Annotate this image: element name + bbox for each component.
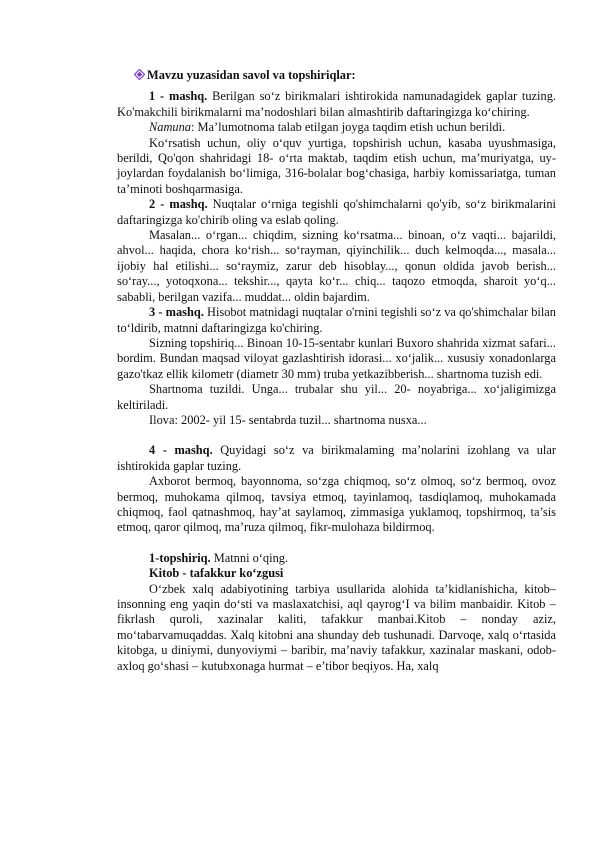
sample-label: Namuna (149, 120, 191, 135)
task-1-heading (117, 551, 556, 566)
exercise-4-text: Quyidagi so‘z va birikmalaming ma’nolarini izohlang va ular ishtirokida gaplar tuzing. (117, 443, 556, 473)
exercise-1-sample (117, 120, 556, 135)
exercise-3-text: Hisobot matnidagi nuqtalar o'rnini tegishli so‘z va qo'shimchalar bilan to‘ldirib, matnni daftaringizga ko'chiring. (117, 305, 556, 335)
exercise-3-body-2: Shartnoma tuzildi. Unga... trubalar shu yil... 20- noyabriga... xo‘jaligimizga keltiriladi. (117, 382, 556, 412)
document-page (117, 68, 556, 674)
exercise-1-body: Ko‘rsatish uchun, oliy o‘quv yurtiga, topshirish uchun, kasaba uyushmasiga, berildi, Qo'qon shahridagi 18- o‘rta maktab, taqdim etish uchun, ma’muriyatga, uy-joylardan foydalanish bo‘limiga, 316-bolalar bog‘chasiga, harbiy komissariatga, tuman ta’minoti boshqarmasiga. (117, 135, 556, 196)
exercise-2-body: Masalan... o‘rgan... chiqdim, sizning ko‘rsatma... binoan, o‘z vaqti... bajarildi, ahvol... haqida, chora ko‘rish... so‘rayman, qiyinchilik... duch kelmoqda..., masala... ijobiy hal etilishi... so‘raymiz, zarur deb hisoblay..., qonun oldida javob berish... so‘ray..., yotoqxona... tekshir..., qayta ko‘r... chiq... taqozo etmoqda, sharoit yo‘q... sababli, berilgan vazifa... muddat... oldin bajardim. (117, 228, 556, 304)
exercise-2-text: Nuqtalar o‘rniga tegishli qo'shimchalarni qo'yib, so‘z birikmalarini daftaringizga ko'chirib oling va eslab qoling. (117, 197, 556, 227)
section-heading (117, 68, 556, 83)
task-1-text: Matnni o‘qing. (210, 550, 289, 565)
task-1-body: O‘zbek xalq adabiyotining tarbiya usullarida alohida ta’kidlanishicha, kitob– insonning eng yaqin do‘sti va maslaxatchisi, aql qayrog‘I va bilim manbaidir. Kitob – fikrlash quroli, xazinalar kaliti, tafakkur manbai.Kitob – nonday aziz, mo‘tabarvamuqaddas. Xalq kitobni ana shunday deb tushunadi. Darvoqe, xalq o‘rtasida kitobga, u diniymi, dunyoviymi – baribir, ma’naviy tafakkur, xazinalar maskani, odob-axloq go‘shasi – kutubxonaga hurmat – e’tibor beqiyos. Ha, xalq (117, 581, 556, 673)
spacer (117, 536, 556, 551)
exercise-2-number: 2 - mashq. (149, 197, 208, 212)
exercise-3-body-3: Ilova: 2002- yil 15- sentabrda tuzil... shartnoma nusxa... (149, 412, 427, 427)
sample-text: : Ma’lumotnoma talab etilgan joyga taqdim etish uchun berildi. (191, 120, 506, 135)
exercise-3-number: 3 - mashq. (149, 305, 204, 320)
task-1-label: 1-topshiriq. (149, 550, 211, 565)
exercise-1-text: Berilgan so‘z birikmalari ishtirokida namunadagidek gaplar tuzing. Ko'makchili birikmalarni ma’nodoshlari bilan almashtirib daftaringizga ko‘chiring. (117, 89, 556, 119)
exercise-1-task (117, 89, 556, 120)
task-1-title (117, 566, 556, 581)
spacer (117, 428, 556, 443)
diamond-icon (134, 69, 145, 80)
text-title: Kitob - tafakkur ko‘zgusi (149, 566, 284, 581)
exercise-2-task (117, 197, 556, 228)
exercise-4-task (117, 443, 556, 474)
exercise-1-number: 1 - mashq. (149, 89, 208, 104)
exercise-4-body: Axborot bermoq, bayonnoma, so‘zga chiqmoq, so‘z olmoq, so‘z bermoq, ovoz bermoq, muhokama qilmoq, tavsiya etmoq, tayinlamoq, tasdiqlamoq, muhokamada chiqmoq, faol qatnashmoq, hay’at saylamoq, zimmasiga yuklamoq, topshirmoq, ta’sis etmoq, qaror qilmoq, ma’ruza qilmoq, fikr-mulohaza bildirmoq. (117, 474, 556, 535)
exercise-3-task (117, 305, 556, 336)
section-heading-text: Mavzu yuzasidan savol va topshiriqlar: (147, 68, 356, 82)
exercise-4-number: 4 - mashq. (149, 443, 213, 458)
exercise-3-body-1: Sizning topshiriq... Binoan 10-15-sentabr kunlari Buxoro shahrida xizmat safari... bordim. Bundan maqsad viloyat gazlashtirish idorasi... xo‘jalik... xususiy xonadonlarga gazo'tkaz ellik kilometr (diametr 30 mm) truba yetkazibberish... shartnoma tuzish edi. (117, 335, 556, 381)
